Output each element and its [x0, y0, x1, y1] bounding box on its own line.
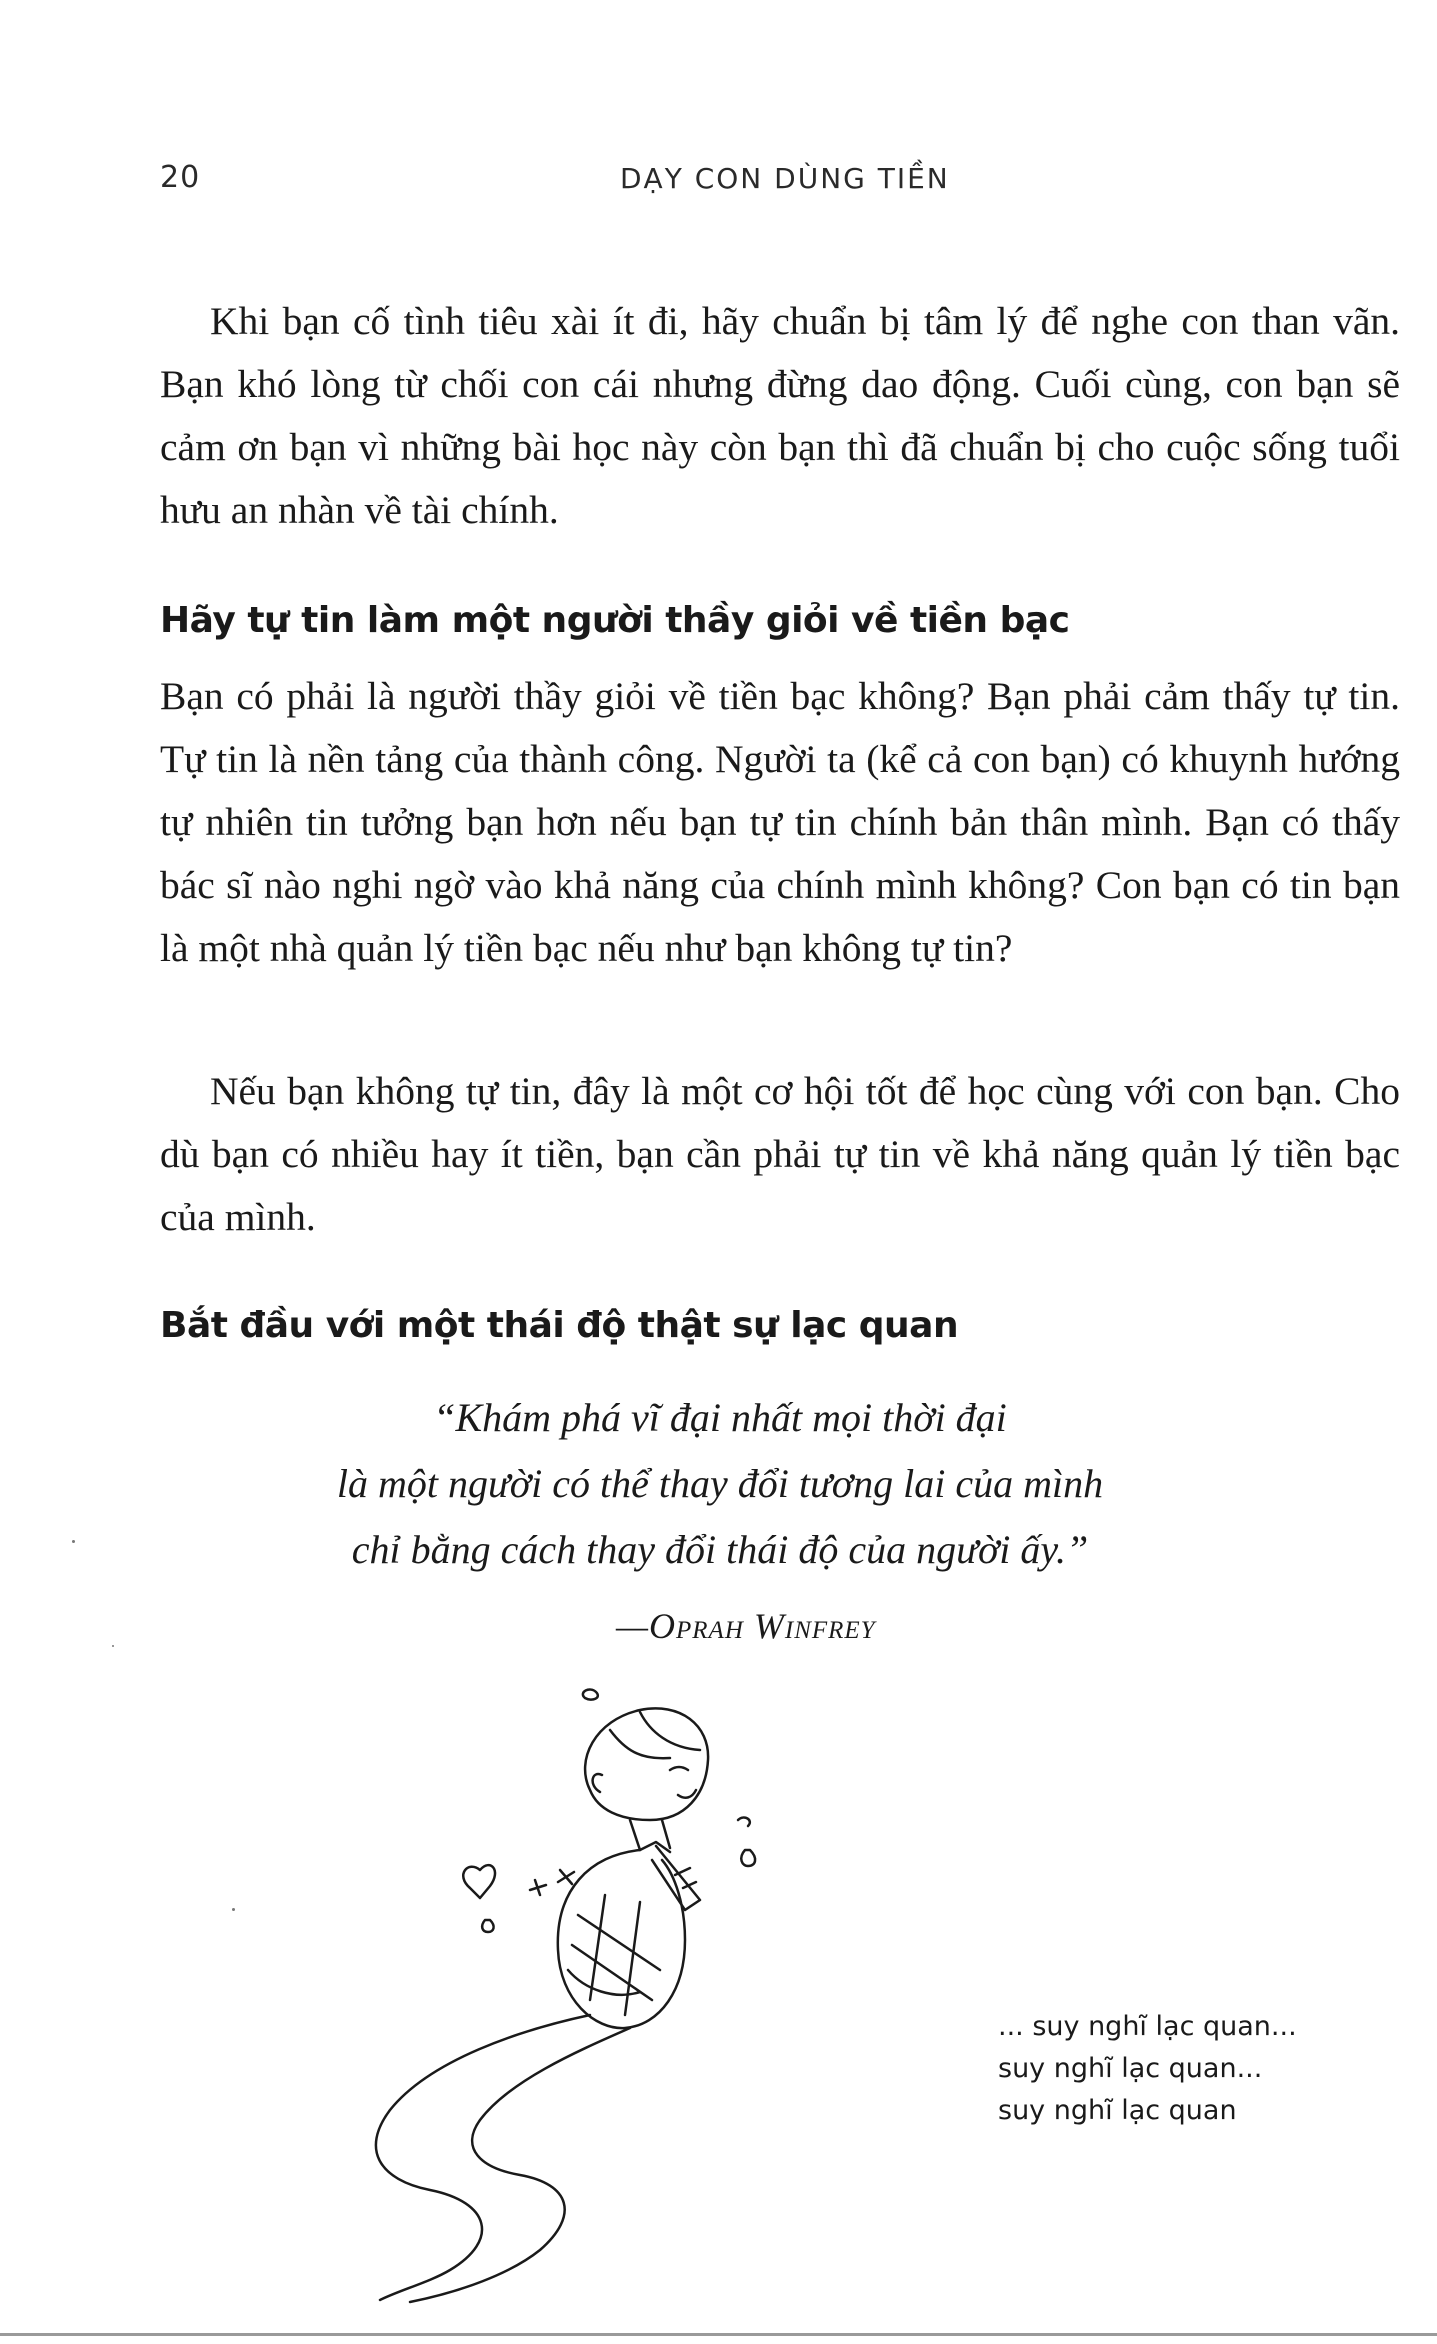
caption-line: ... suy nghĩ lạc quan...	[998, 2011, 1297, 2042]
paper-speck	[72, 1540, 75, 1543]
epigraph-quote	[200, 1385, 1240, 1583]
paper-speck	[112, 1645, 114, 1647]
confidence-paragraph-1: Bạn có phải là người thầy giỏi về tiền bạc không? Bạn phải cảm thấy tự tin. Tự tin là nền tảng của thành công. Người ta (kể cả con bạn) có khuynh hướng tự nhiên tin tưởng bạn hơn nếu bạn tự tin chính bản thân mình. Bạn có thấy bác sĩ nào nghi ngờ vào khả năng của chính mình không? Con bạn có tin bạn là một nhà quản lý tiền bạc nếu như bạn không tự tin?	[160, 674, 1400, 970]
quote-attribution: —Oprah Winfrey	[616, 1606, 876, 1646]
section-heading-optimism: Bắt đầu với một thái độ thật sự lạc quan	[160, 1305, 959, 1346]
illustration-caption	[998, 2006, 1297, 2132]
paper-speck	[232, 1908, 235, 1911]
optimistic-person-illustration	[340, 1670, 960, 2310]
caption-line: suy nghĩ lạc quan...	[998, 2053, 1263, 2084]
book-title: DẠY CON DÙNG TIỀN	[620, 162, 950, 195]
quote-line: là một người có thể thay đổi tương lai của mình	[336, 1461, 1104, 1506]
page-bottom-edge	[0, 2333, 1437, 2336]
confidence-paragraph-2: Nếu bạn không tự tin, đây là một cơ hội tốt để học cùng với con bạn. Cho dù bạn có nhiều hay ít tiền, bạn cần phải tự tin về khả năng quản lý tiền bạc của mình.	[160, 1069, 1400, 1239]
quote-line: “Khám phá vĩ đại nhất mọi thời đại	[433, 1395, 1007, 1440]
section-heading-confidence: Hãy tự tin làm một người thầy giỏi về tiền bạc	[160, 600, 1070, 641]
intro-paragraph: Khi bạn cố tình tiêu xài ít đi, hãy chuẩn bị tâm lý để nghe con than vãn. Bạn khó lòng từ chối con cái nhưng đừng dao động. Cuối cùng, con bạn sẽ cảm ơn bạn vì những bài học này còn bạn thì đã chuẩn bị cho cuộc sống tuổi hưu an nhàn về tài chính.	[160, 299, 1400, 532]
quote-line: chỉ bằng cách thay đổi thái độ của người ấy.”	[351, 1527, 1089, 1572]
running-header	[160, 160, 1277, 204]
caption-line: suy nghĩ lạc quan	[998, 2095, 1237, 2126]
page-number: 20	[160, 160, 201, 195]
